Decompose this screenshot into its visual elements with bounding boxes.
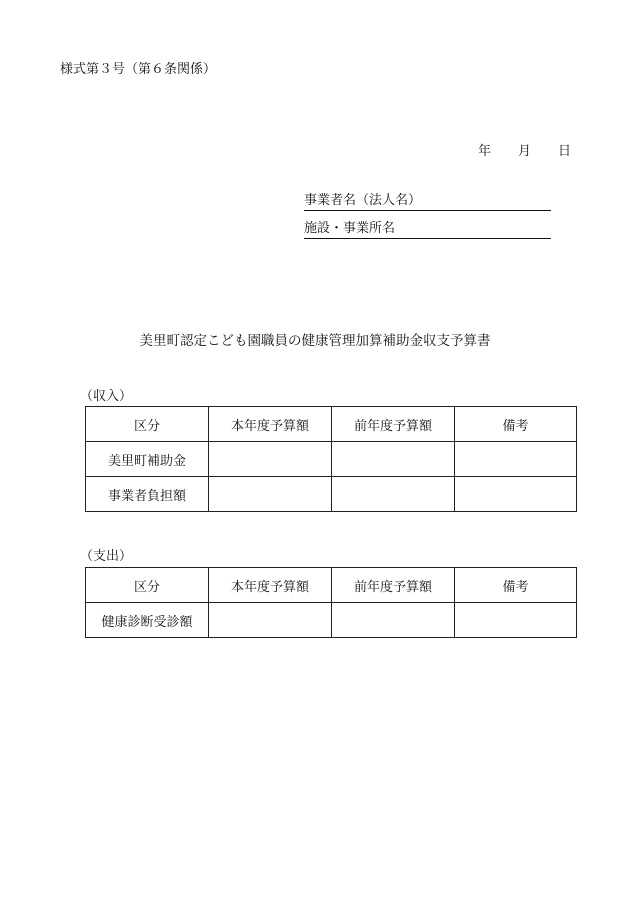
form-number: 様式第３号（第６条関係） [60,62,217,77]
date-year-label: 年 [478,144,492,159]
table-row [86,442,577,477]
header-category: 区分 [86,568,209,603]
document-title: 美里町認定こども園職員の健康管理加算補助金収支予算書 [139,333,491,349]
header-previous-budget: 前年度予算額 [332,407,455,442]
previous-budget-cell[interactable] [332,603,455,638]
header-remarks: 備考 [455,568,577,603]
row-category: 事業者負担額 [86,477,209,512]
table-header-row [86,407,577,442]
table-row [86,477,577,512]
date-day-label: 日 [558,144,572,159]
row-category: 美里町補助金 [86,442,209,477]
current-budget-cell[interactable] [209,442,332,477]
previous-budget-cell[interactable] [332,477,455,512]
date-month-label: 月 [518,144,532,159]
income-section-label: （収入） [80,389,133,404]
date-line [478,140,571,159]
header-previous-budget: 前年度予算額 [332,568,455,603]
expense-section-label: （支出） [80,549,133,564]
remarks-cell[interactable] [455,477,577,512]
income-table [85,406,577,512]
header-category: 区分 [86,407,209,442]
facility-name-label: 施設・事業所名 [304,221,396,236]
table-row [86,603,577,638]
expense-table [85,567,577,638]
remarks-cell[interactable] [455,603,577,638]
operator-name-field[interactable] [304,192,551,211]
previous-budget-cell[interactable] [332,442,455,477]
header-current-budget: 本年度予算額 [209,407,332,442]
current-budget-cell[interactable] [209,603,332,638]
operator-name-label: 事業者名（法人名） [304,193,422,208]
table-header-row [86,568,577,603]
row-category: 健康診断受診額 [86,603,209,638]
remarks-cell[interactable] [455,442,577,477]
current-budget-cell[interactable] [209,477,332,512]
facility-name-field[interactable] [304,220,551,239]
header-current-budget: 本年度予算額 [209,568,332,603]
header-remarks: 備考 [455,407,577,442]
